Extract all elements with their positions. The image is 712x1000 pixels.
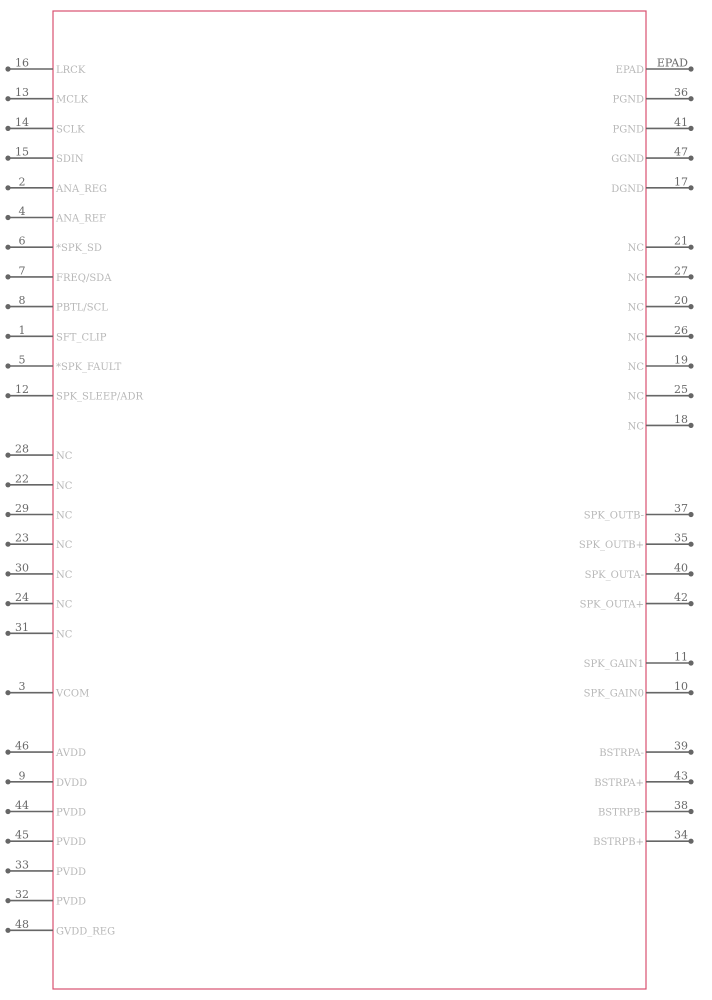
pin-endpoint-dot [5, 126, 10, 131]
pin-left-12 [5, 443, 72, 463]
pin-name-label: LRCK [56, 65, 86, 76]
pin-endpoint-dot [688, 304, 693, 309]
pin-endpoint-dot [5, 304, 10, 309]
pin-endpoint-dot [5, 393, 10, 398]
pin-endpoint-dot [688, 779, 693, 784]
pin-number: 7 [18, 264, 26, 278]
pin-name-label: PVDD [56, 896, 86, 908]
pin-endpoint-dot [5, 245, 10, 250]
pin-left-18 [5, 621, 72, 641]
pin-endpoint-dot [688, 601, 693, 606]
pin-name-label: EPAD [615, 65, 644, 76]
pin-number: 36 [674, 86, 688, 100]
pin-left-14 [5, 502, 72, 522]
pin-endpoint-dot [5, 809, 10, 814]
pin-endpoint-dot [5, 453, 10, 458]
pin-number: 28 [15, 442, 29, 456]
pin-endpoint-dot [688, 393, 693, 398]
pin-left-2 [5, 116, 85, 135]
pin-right-0 [616, 57, 694, 77]
pin-name-label: NC [627, 332, 644, 344]
pin-right-16 [584, 651, 694, 671]
pin-left-17 [5, 591, 72, 611]
pin-endpoint-dot [688, 96, 693, 101]
pin-number: 39 [674, 739, 688, 753]
pin-left-5 [5, 205, 106, 225]
pin-right-8 [628, 324, 694, 344]
pin-right-10 [628, 383, 694, 403]
pin-right-12 [584, 502, 694, 522]
pin-name-label: NC [56, 629, 73, 641]
pin-number: 22 [15, 472, 29, 486]
pin-number: 30 [15, 561, 29, 575]
pin-right-5 [628, 235, 694, 255]
pin-number: 40 [674, 561, 688, 575]
pin-number: 25 [674, 383, 688, 397]
pin-left-9 [5, 324, 106, 344]
pin-number: 29 [15, 502, 29, 515]
pin-left-1 [5, 86, 88, 106]
pin-name-label: DGND [611, 183, 644, 195]
pin-endpoint-dot [5, 66, 10, 71]
pin-left-19 [5, 680, 89, 700]
pin-endpoint-dot [688, 512, 693, 517]
pin-number: 10 [674, 680, 688, 694]
pin-number: 2 [18, 175, 26, 189]
pin-endpoint-dot [5, 571, 10, 576]
pin-number: 21 [674, 234, 688, 248]
pin-name-label: NC [627, 421, 644, 433]
pin-name-label: PVDD [56, 866, 86, 878]
pin-name-label: NC [627, 302, 644, 314]
pin-number: 33 [15, 858, 29, 872]
pin-name-label: SPK_OUTA+ [579, 599, 644, 611]
pin-number: 41 [674, 115, 688, 129]
pin-number: 42 [674, 591, 688, 605]
pin-number: 14 [15, 115, 29, 129]
pin-endpoint-dot [5, 839, 10, 844]
pin-number: 16 [15, 56, 29, 70]
pin-endpoint-dot [688, 363, 693, 368]
pin-endpoint-dot [688, 542, 693, 547]
pin-endpoint-dot [5, 363, 10, 368]
pin-endpoint-dot [5, 601, 10, 606]
pin-endpoint-dot [688, 156, 693, 161]
pin-name-label: SPK_GAIN0 [583, 688, 644, 700]
pin-left-11 [5, 383, 143, 403]
pin-name-label: NC [56, 480, 73, 492]
pin-endpoint-dot [688, 185, 693, 190]
pin-number: 26 [674, 323, 688, 337]
pin-endpoint-dot [688, 245, 693, 250]
pin-right-6 [628, 264, 694, 284]
pin-left-16 [5, 561, 72, 581]
pin-left-13 [5, 472, 72, 492]
pin-name-label: NC [627, 362, 644, 373]
pin-name-label: PBTL/SCL [56, 302, 108, 314]
pin-left-7 [5, 264, 112, 284]
pin-endpoint-dot [5, 482, 10, 487]
pin-name-label: PGND [612, 124, 644, 136]
pin-right-14 [585, 561, 694, 581]
pin-number: 20 [674, 294, 688, 308]
pin-number: 13 [15, 86, 29, 100]
pin-endpoint-dot [688, 839, 693, 844]
pin-number: 44 [15, 799, 29, 812]
left-pin-group [5, 57, 143, 938]
pin-left-25 [5, 888, 86, 908]
pin-left-6 [5, 235, 102, 255]
pin-name-label: SCLK [56, 124, 85, 136]
pin-right-11 [628, 413, 694, 433]
pin-endpoint-dot [5, 512, 10, 517]
pin-name-label: *SPK_SD [56, 243, 102, 255]
pin-right-2 [613, 116, 694, 135]
pin-number: 47 [674, 145, 688, 159]
pin-endpoint-dot [5, 96, 10, 101]
pin-number: 15 [15, 145, 29, 159]
pin-endpoint-dot [5, 274, 10, 279]
pin-left-21 [5, 769, 87, 789]
pin-left-8 [5, 294, 108, 314]
pin-endpoint-dot [688, 126, 693, 131]
pin-number: 46 [15, 739, 29, 753]
pin-name-label: SPK_OUTB- [583, 510, 644, 522]
pin-endpoint-dot [5, 215, 10, 220]
pin-right-9 [628, 354, 694, 374]
pin-endpoint-dot [5, 779, 10, 784]
pin-number: 24 [15, 591, 29, 605]
pin-name-label: DVDD [56, 777, 88, 789]
pin-name-label: PGND [612, 94, 644, 106]
pin-name-label: PVDD [56, 807, 86, 819]
pin-number: EPAD [656, 56, 688, 70]
pin-name-label: FREQ/SDA [56, 272, 112, 284]
pin-endpoint-dot [5, 868, 10, 873]
pin-endpoint-dot [688, 274, 693, 279]
pin-endpoint-dot [688, 571, 693, 576]
pin-name-label: NC [56, 510, 73, 522]
pin-number: 45 [15, 828, 29, 842]
pin-name-label: BSTRPB- [597, 807, 644, 819]
pin-name-label: NC [627, 272, 644, 284]
pin-endpoint-dot [5, 631, 10, 636]
pin-number: 9 [18, 769, 26, 783]
pin-name-label: ANA_REF [56, 213, 106, 225]
pin-number: 27 [674, 264, 688, 278]
pin-number: 35 [674, 531, 688, 545]
pin-right-7 [628, 294, 694, 314]
pin-name-label: SPK_OUTA- [584, 569, 644, 581]
pin-right-1 [613, 86, 694, 106]
pin-endpoint-dot [688, 690, 693, 695]
pin-endpoint-dot [5, 156, 10, 161]
pin-name-label: NC [56, 451, 73, 463]
pin-number: 8 [18, 294, 26, 308]
pin-right-13 [579, 532, 694, 552]
pin-name-label: BSTRPA- [599, 748, 644, 760]
pin-name-label: VCOM [56, 688, 90, 700]
pin-endpoint-dot [5, 542, 10, 547]
pin-name-label: BSTRPB+ [593, 837, 644, 849]
pin-name-label: NC [627, 391, 644, 403]
pin-endpoint-dot [688, 423, 693, 428]
pin-left-4 [5, 175, 107, 195]
pin-left-26 [5, 918, 115, 938]
pin-left-22 [5, 799, 86, 819]
pin-number: 43 [674, 769, 688, 783]
pin-number: 17 [674, 175, 688, 189]
pin-endpoint-dot [5, 750, 10, 755]
pin-endpoint-dot [688, 750, 693, 755]
pin-endpoint-dot [5, 928, 10, 933]
pin-number: 38 [674, 799, 688, 812]
pin-left-15 [5, 532, 72, 552]
pin-right-17 [584, 680, 694, 700]
pin-right-3 [611, 146, 693, 166]
pin-right-19 [594, 769, 693, 789]
pin-name-label: BSTRPA+ [594, 777, 644, 789]
pin-endpoint-dot [5, 690, 10, 695]
pin-name-label: AVDD [56, 748, 86, 760]
pin-left-20 [5, 740, 86, 760]
pin-endpoint-dot [688, 809, 693, 814]
pin-number: 12 [15, 383, 29, 397]
pin-name-label: SDIN [56, 154, 84, 166]
pin-right-21 [593, 829, 693, 849]
pin-endpoint-dot [688, 66, 693, 71]
pin-name-label: MCLK [56, 94, 89, 106]
pin-name-label: PVDD [56, 837, 86, 849]
pin-right-15 [580, 591, 694, 611]
component-body-outline [53, 11, 646, 989]
pin-name-label: NC [56, 599, 73, 611]
pin-endpoint-dot [688, 660, 693, 665]
pin-name-label: SPK_OUTB+ [578, 540, 644, 552]
pin-left-3 [5, 146, 83, 166]
pin-number: 1 [18, 323, 26, 337]
pin-number: 11 [674, 650, 688, 664]
pin-name-label: GVDD_REG [56, 926, 116, 938]
pin-left-10 [5, 354, 121, 374]
pin-endpoint-dot [688, 334, 693, 339]
pin-name-label: SPK_SLEEP/ADR [56, 391, 144, 403]
pin-number: 3 [18, 680, 26, 694]
pin-number: 4 [18, 205, 26, 218]
pin-number: 23 [15, 531, 29, 545]
pin-endpoint-dot [5, 334, 10, 339]
pin-endpoint-dot [5, 898, 10, 903]
pin-number: 48 [15, 917, 29, 931]
pin-number: 34 [674, 828, 688, 842]
pin-name-label: SPK_GAIN1 [583, 659, 644, 670]
pin-left-23 [5, 829, 86, 849]
pin-name-label: *SPK_FAULT [56, 362, 122, 373]
pin-number: 5 [18, 353, 26, 367]
pin-number: 19 [674, 353, 688, 367]
pin-name-label: ANA_REG [56, 183, 108, 195]
right-pin-group [579, 57, 694, 849]
pin-left-0 [5, 57, 85, 77]
pin-number: 31 [15, 620, 29, 634]
pin-left-24 [5, 858, 86, 878]
pin-name-label: NC [627, 243, 644, 255]
pin-number: 32 [15, 888, 29, 902]
pin-number: 6 [18, 234, 26, 248]
pin-name-label: SFT_CLIP [56, 332, 107, 344]
pin-number: 18 [674, 412, 688, 426]
pin-endpoint-dot [5, 185, 10, 190]
pin-right-4 [611, 175, 693, 195]
pin-number: 37 [674, 502, 688, 515]
pin-name-label: NC [56, 540, 73, 552]
pin-name-label: NC [56, 569, 73, 581]
pin-name-label: GGND [611, 154, 644, 166]
